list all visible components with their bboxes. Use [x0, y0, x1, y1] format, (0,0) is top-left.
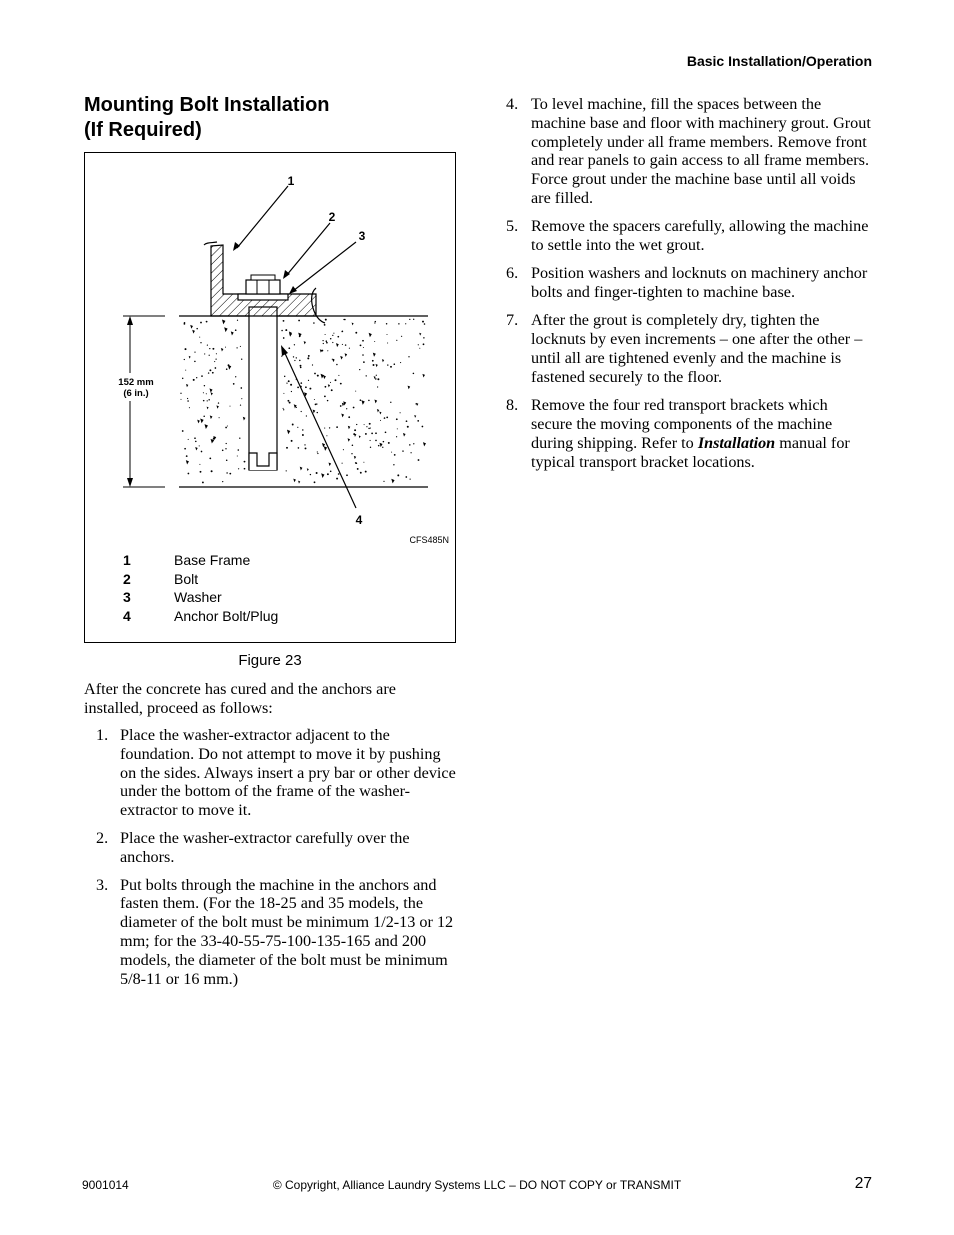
list-item: [506, 217, 872, 255]
callout-4: 4: [355, 513, 363, 527]
step-number: 8.: [506, 396, 519, 415]
section-title-line-1: Mounting Bolt Installation: [84, 94, 330, 116]
drawing-code: CFS485N: [409, 535, 449, 545]
manual-reference: Installation: [697, 433, 776, 452]
step-number: 3.: [96, 875, 109, 894]
step-text: [531, 396, 872, 471]
anchor-bolt-plug: [249, 307, 277, 470]
running-header: Basic Installation/Operation: [686, 53, 872, 69]
figure-23-box: [84, 152, 456, 643]
list-item: [84, 726, 458, 820]
section-heading-block: [84, 93, 458, 143]
dimension-label-in: (6 in.): [123, 388, 149, 399]
figure-legend: [123, 551, 278, 625]
step-number: 5.: [506, 217, 519, 236]
dimension-arrow-up: [127, 316, 133, 325]
callout-2: 2: [328, 210, 336, 224]
bolt-top: [251, 275, 275, 280]
step-number: 4.: [506, 95, 519, 113]
step-text-part: manual for typical transport bracket locations.: [531, 433, 850, 471]
section-title: [84, 93, 458, 143]
step-text: Place the washer-extractor adjacent to the foundation. Do not attempt to move it by pushing on the sides. Always insert a pry bar or other device under the bottom of the frame of the washer-extractor to move it.: [120, 726, 456, 820]
legend-number: 4: [123, 607, 131, 624]
legend-row: [123, 551, 278, 570]
figure-caption: Figure 23: [238, 652, 302, 669]
legend-label: Base Frame: [174, 552, 251, 568]
steps-list-right: [506, 95, 872, 481]
legend-number: 2: [123, 570, 131, 587]
step-text: After the grout is completely dry, tighten the locknuts by even increments – one after the other – until all are tightened evenly and the machine is fastened securely to the floor.: [531, 311, 863, 386]
leader-line-1: [237, 186, 288, 248]
list-item: [84, 876, 458, 989]
dimension-label-mm: 152 mm: [118, 377, 154, 388]
copyright-notice: © Copyright, Alliance Laundry Systems LLC – DO NOT COPY or TRANSMIT: [272, 1178, 682, 1192]
step-number: 2.: [96, 828, 109, 847]
legend-number: 1: [123, 552, 131, 568]
list-item: [506, 396, 872, 471]
list-item: [506, 311, 872, 386]
leader-arrow-3: [289, 286, 297, 294]
step-text: Remove the spacers carefully, allowing the machine to settle into the wet grout.: [531, 217, 869, 255]
legend-number: 3: [123, 589, 131, 606]
list-item: [506, 264, 872, 302]
document-number: 9001014: [82, 1178, 129, 1192]
intro-paragraph: After the concrete has cured and the anchors are installed, proceed as follows:: [84, 680, 396, 717]
dimension-arrow-down: [127, 478, 133, 487]
legend-label: Washer: [174, 589, 222, 606]
steps-list-left: [84, 726, 458, 997]
leader-arrow-1: [233, 242, 240, 251]
callout-1: 1: [287, 174, 295, 188]
step-text-part: Remove the four red transport brackets which secure the moving components of the machine during shipping. Refer to: [531, 396, 833, 452]
legend-row: [123, 570, 278, 589]
base-frame-break: [204, 242, 217, 245]
step-number: 1.: [96, 726, 109, 744]
leader-arrow-2: [283, 270, 290, 279]
step-number: 6.: [506, 264, 519, 283]
bolt-head: [246, 280, 280, 294]
callout-3: 3: [358, 229, 366, 243]
legend-row: [123, 588, 278, 607]
legend-label: Bolt: [174, 570, 199, 587]
step-text: Place the washer-extractor carefully over the anchors.: [120, 828, 410, 866]
washer: [238, 294, 288, 300]
page-number: 27: [854, 1175, 872, 1192]
section-title-line-2: (If Required): [84, 119, 202, 141]
concrete-floor: [179, 316, 428, 487]
step-text: Put bolts through the machine in the anchors and fasten them. (For the 18-25 and 35 models, the diameter of the bolt must be minimum 1/2-13 or 12 mm; for the 33-40-55-75-100-135-165 and 200 models, the diameter of the bolt must be minimum 5/8-11 or 16 mm.): [120, 875, 454, 988]
list-item: [506, 95, 872, 208]
legend-label: Anchor Bolt/Plug: [174, 607, 279, 624]
list-item: [84, 829, 458, 867]
legend-row: [123, 607, 278, 626]
leader-line-3: [293, 242, 356, 291]
step-text: Position washers and locknuts on machinery anchor bolts and finger-tighten to machine base.: [531, 264, 868, 302]
step-number: 7.: [506, 311, 519, 330]
step-text: To level machine, fill the spaces between the machine base and floor with machinery grout. Grout completely under all frame members. Remove front and rear panels to gain access to all frame members. Force grout under the machine base until all voids are filled.: [531, 95, 871, 207]
